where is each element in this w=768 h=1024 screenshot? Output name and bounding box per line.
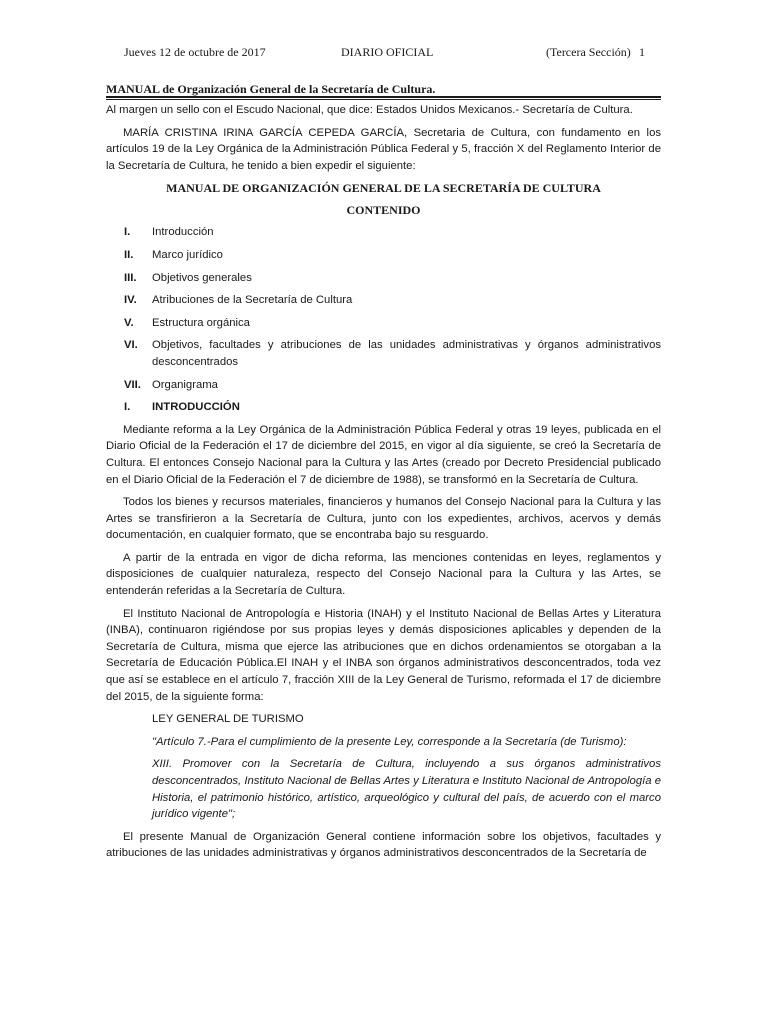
toc-item	[106, 315, 661, 332]
quoted-article: "Artículo 7.-Para el cumplimiento de la presente Ley, corresponde a la Secretaría (de Turismo):	[152, 735, 627, 748]
quoted-fraction: XIII. Promover con la Secretaría de Cultura, incluyendo a sus órganos administrativos desconcentrados, Instituto Nacional de Bellas Artes y Literatura e Instituto Nacional de Antropología e Historia, el patrimonio histórico, artístico, arqueológico y cultural del país, de acuerdo con el marco jurídico vigente";	[152, 758, 661, 821]
intro-paragraph: El Instituto Nacional de Antropología e Historia (INAH) y el Instituto Nacional de Bellas Artes y Literatura (INBA), continuaron rigiéndose por sus propias leyes y demás disposiciones aplicables y dependen de la Secretaría de Cultura, misma que ejerce las atribuciones que en dichos ordenamientos se otorgaban a la Secretaría de Educación Pública.El INAH y el INBA son órganos administrativos desconcentrados, toda vez que así se establece en el artículo 7, fracción XIII de la Ley General de Turismo, reformada el 17 de diciembre del 2015, de la siguiente forma:	[106, 607, 661, 703]
seal-note: Al margen un sello con el Escudo Nacional, que dice: Estados Unidos Mexicanos.- Secretaría de Cultura.	[106, 104, 633, 116]
section-number: I.	[124, 401, 131, 414]
closing-paragraph: El presente Manual de Organización General contiene información sobre los objetivos, facultades y atribuciones de las unidades administrativas y órganos administrativos desconcentrados de la Secretaría de	[106, 830, 661, 860]
toc-item	[106, 224, 661, 241]
toc-number: VI.	[124, 339, 138, 352]
toc-item	[106, 377, 661, 394]
document-title	[106, 82, 661, 96]
toc-item	[106, 270, 661, 287]
document-body	[106, 102, 661, 868]
toc-label: Objetivos generales	[152, 271, 252, 284]
toc-item	[106, 337, 661, 370]
toc-item	[106, 292, 661, 309]
preamble: MARÍA CRISTINA IRINA GARCÍA CEPEDA GARCÍA, Secretaria de Cultura, con fundamento en los artículos 19 de la Ley Orgánica de la Administración Pública Federal y 5, fracción X del Reglamento Interior de la Secretaría de Cultura, he tenido a bien expedir el siguiente:	[106, 126, 661, 172]
toc-number: II.	[124, 248, 134, 261]
header-section: (Tercera Sección)	[546, 45, 631, 59]
toc-number: V.	[124, 316, 134, 329]
header-publication: DIARIO OFICIAL	[341, 45, 434, 59]
section-title: INTRODUCCIÓN	[152, 401, 240, 414]
quoted-law-name: LEY GENERAL DE TURISMO	[152, 713, 304, 726]
page-header	[106, 44, 661, 60]
toc-label: Marco jurídico	[152, 248, 223, 261]
document-title-text: MANUAL de Organización General de la Secretaría de Cultura.	[106, 82, 436, 96]
toc-label: Objetivos, facultades y atribuciones de las unidades administrativas y órganos administrativos desconcentrados	[152, 339, 661, 368]
table-of-contents	[106, 224, 661, 393]
toc-label: Atribuciones de la Secretaría de Cultura	[152, 294, 353, 307]
section-heading-introduction	[106, 399, 661, 416]
header-page-number: 1	[639, 45, 645, 59]
intro-paragraph: Todos los bienes y recursos materiales, financieros y humanos del Consejo Nacional para la Cultura y las Artes se transfirieron a la Secretaría de Cultura, junto con los expedientes, archivos, acervos y demás documentación, en cualquier formato, que se encontraba bajo su resguardo.	[106, 496, 661, 542]
toc-item	[106, 247, 661, 264]
toc-number: I.	[124, 226, 131, 239]
manual-title: MANUAL DE ORGANIZACIÓN GENERAL DE LA SECRETARÍA DE CULTURA	[166, 181, 601, 196]
toc-label: Estructura orgánica	[152, 316, 250, 329]
toc-label: Organigrama	[152, 378, 218, 391]
intro-paragraph: Mediante reforma a la Ley Orgánica de la Administración Pública Federal y otras 19 leyes, publicada en el Diario Oficial de la Federación el 17 de diciembre del 2015, en vigor al día siguiente, se creó la Secretaría de Cultura. El entonces Consejo Nacional para la Cultura y las Artes (creado por Decreto Presidencial publicado en el Diario Oficial de la Federación el 7 de diciembre de 1988), se transformó en la Secretaría de Cultura.	[106, 423, 661, 486]
header-date: Jueves 12 de octubre de 2017	[124, 45, 266, 59]
intro-paragraph: A partir de la entrada en vigor de dicha reforma, las menciones contenidas en leyes, reglamentos y disposiciones de cualquier naturaleza, respecto del Consejo Nacional para la Cultura y las Artes, se entenderán referidas a la Secretaría de Cultura.	[106, 551, 661, 598]
toc-number: IV.	[124, 294, 137, 307]
title-rule-thin	[106, 99, 661, 100]
toc-label: Introducción	[152, 226, 214, 239]
title-rule-thick	[106, 96, 661, 98]
contents-title: CONTENIDO	[346, 203, 421, 218]
toc-number: III.	[124, 271, 137, 284]
toc-number: VII.	[124, 378, 141, 391]
